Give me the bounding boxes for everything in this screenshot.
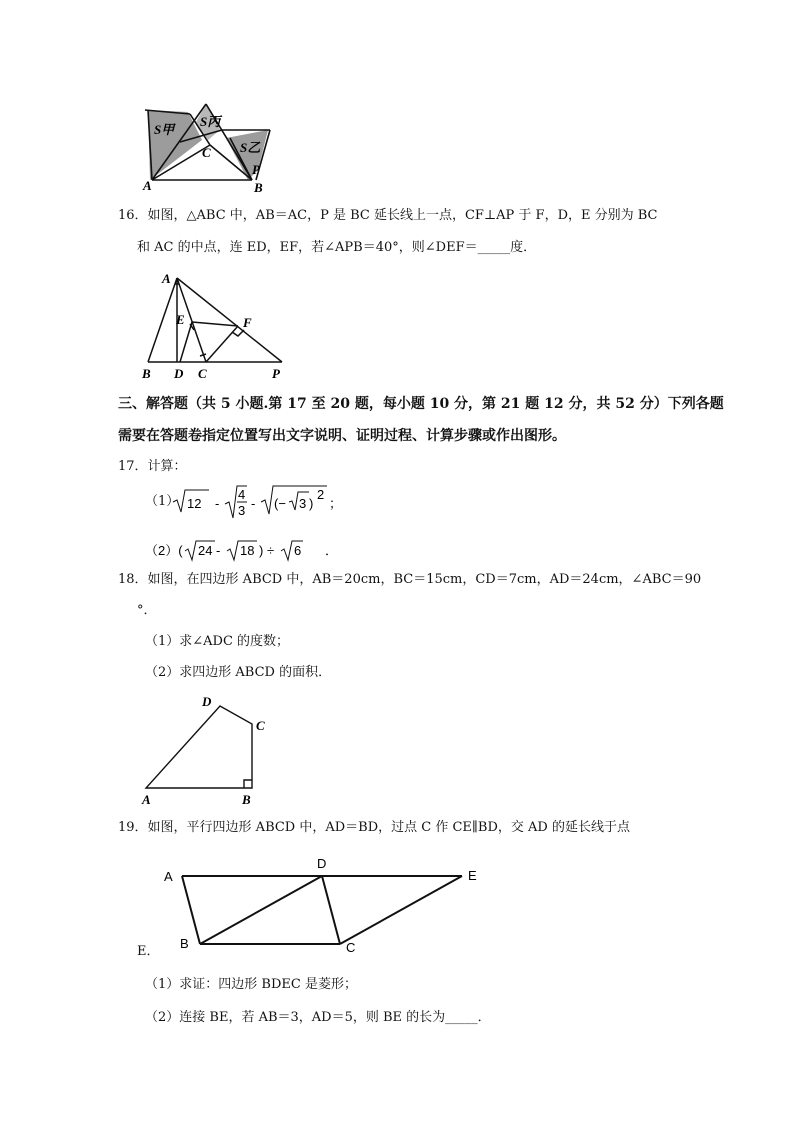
fig18-label-a: A [142,792,151,807]
fig19-label-c: C [346,940,356,955]
q17-p1-minus2: - [251,496,256,511]
q17-p1-expression [171,484,351,520]
q17-p2-div: ) ÷ [259,543,275,558]
q16-text-line2: 和 AC 的中点，连 ED，EF，若∠APB＝40°，则∠DEF＝_____度． [137,240,537,255]
q17-p1-inner-close: ) [309,496,314,511]
fig16-label-f: F [243,315,252,330]
fig15-label-s3: S丙 [200,114,221,129]
fig15-label-b: B [254,180,263,195]
fig18-label-b: B [242,792,251,807]
q18-text-line1: 18．如图，在四边形 ABCD 中，AB＝20cm，BC＝15cm，CD＝7cm，AD＝24cm，∠ABC＝90 [118,572,702,587]
q17-p2-minus: - [216,543,221,558]
fig15-label-p: P [252,162,260,177]
fig16-label-p: P [272,366,280,381]
fig18-label-d: D [202,694,212,709]
q17-p2-expression [145,538,345,562]
q17-p1-exponent: 2 [317,487,325,502]
q17-p1-denominator: 3 [238,503,246,518]
q17-p2-radicand2: 18 [240,543,255,558]
q17-p2-label: （2）( [145,543,183,558]
q17-p1-numerator: 4 [238,487,246,502]
figure-q15 [140,100,280,195]
fig18-label-c: C [256,718,265,733]
q17-p1-radicand1: 12 [187,496,202,511]
q17-p2-end: ． [325,543,339,558]
q17-p1-label: （1） [145,494,180,509]
fig15-label-c: C [202,145,211,160]
q19-sub1: （1）求证：四边形 BDEC 是菱形； [145,977,357,992]
fig16-label-a: A [162,271,171,286]
q19-text-line2: E． [137,944,160,959]
q19-sub2: （2）连接 BE，若 AB＝3，AD＝5，则 BE 的长为_____． [145,1010,491,1025]
q17-p1-inner-radicand: 3 [299,496,307,511]
q18-sub1: （1）求∠ADC 的度数； [145,634,290,649]
fig15-label-s2: S乙 [240,140,261,155]
fig19-label-a: A [164,869,173,884]
section3-header-line2: 需要在答题卷指定位置写出文字说明、证明过程、计算步骤或作出图形。 [118,428,566,444]
q17-title: 17．计算： [118,459,187,474]
fig15-label-a: A [143,178,152,193]
section3-header-line1: 三、解答题（共 5 小题.第 17 至 20 题，每小题 10 分，第 21 题 12 分，共 52 分）下列各题 [118,396,724,412]
q17-p2-radicand1: 24 [198,543,213,558]
fig16-label-c: C [198,366,207,381]
q18-text-line2: °． [137,603,157,618]
q18-sub2: （2）求四边形 ABCD 的面积． [145,665,332,680]
figure-q19 [160,850,490,960]
figure-q18 [140,692,275,810]
figure-q16 [140,270,290,382]
q17-p1-end: ； [329,496,343,511]
fig19-label-d: D [317,856,327,871]
q19-text-line1: 19．如图，平行四边形 ABCD 中，AD＝BD，过点 C 作 CE∥BD，交 AD 的延长线于点 [118,820,630,835]
q17-p1-minus1: - [215,496,220,511]
fig16-label-e: E [176,312,185,327]
q17-p2-radicand3: 6 [294,543,302,558]
q17-p1-inner-open: (− [274,496,286,511]
fig15-label-s1: S甲 [154,122,175,137]
fig19-label-e: E [468,868,477,883]
fig16-label-d: D [174,366,184,381]
fig16-label-b: B [142,366,151,381]
q16-text-line1: 16．如图，△ABC 中，AB＝AC，P 是 BC 延长线上一点，CF⊥AP 于 F，D，E 分别为 BC [118,208,658,223]
fig19-label-b: B [180,936,189,951]
